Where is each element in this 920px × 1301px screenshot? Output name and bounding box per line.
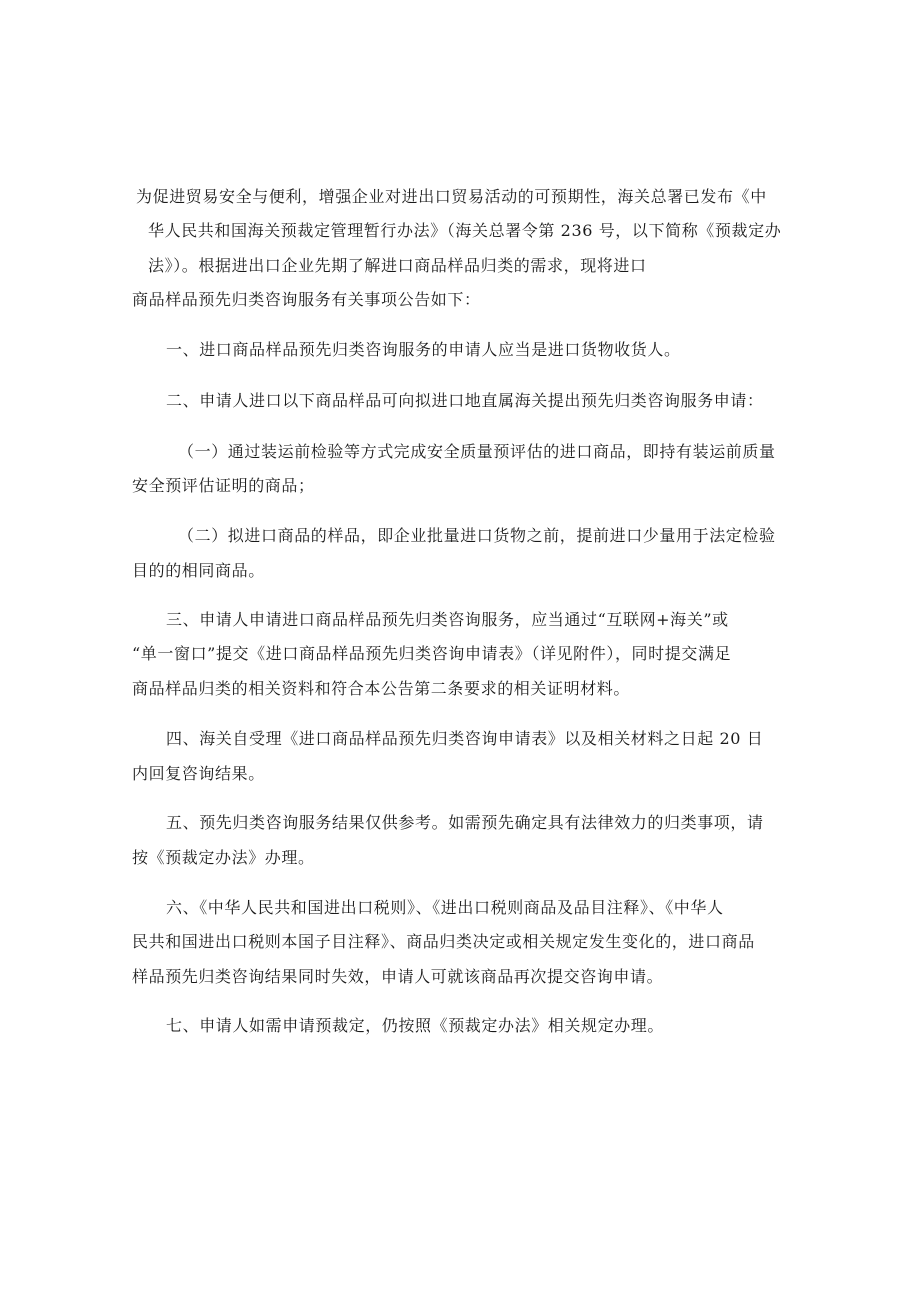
text-line: 按《预裁定办法》办理。 — [132, 848, 315, 867]
text-line: 安全预评估证明的商品； — [132, 476, 315, 495]
text-line: 七、申请人如需申请预裁定，仍按照《预裁定办法》相关规定办理。 — [166, 1016, 665, 1035]
text-line: 民共和国进出口税则本国子目注释》、商品归类决定或相关规定发生变化的，进口商品 — [132, 932, 755, 951]
text-line: 为促进贸易安全与便利，增强企业对进出口贸易活动的可预期性，海关总署已发布《中 — [136, 187, 767, 206]
text-line: 华人民共和国海关预裁定管理暂行办法》（海关总署令第 236 号，以下简称《预裁定办 — [148, 221, 782, 240]
text-line: 六、《中华人民共和国进出口税则》、《进出口税则商品及品目注释》、《中华人 — [166, 898, 724, 917]
text-line: 三、申请人申请进口商品样品预先归类咨询服务，应当通过“互联网+海关”或 — [166, 610, 729, 629]
text-line: “单一窗口”提交《进口商品样品预先归类咨询申请表》（详见附件），同时提交满足 — [132, 644, 732, 663]
text-line: 法》）。根据进出口企业先期了解进口商品样品归类的需求，现将进口 — [148, 256, 647, 275]
text-line: 四、海关自受理《进口商品样品预先归类咨询申请表》以及相关材料之日起 20 日 — [166, 729, 764, 748]
text-line: 商品样品归类的相关资料和符合本公告第二条要求的相关证明材料。 — [132, 679, 631, 698]
text-line: （二）拟进口商品的样品，即企业批量进口货物之前，提前进口少量用于法定检验 — [178, 526, 776, 545]
text-line: 五、预先归类咨询服务结果仅供参考。如需预先确定具有法律效力的归类事项，请 — [166, 813, 764, 832]
text-line: 目的的相同商品。 — [132, 561, 265, 580]
text-line: 样品预先归类咨询结果同时失效，申请人可就该商品再次提交咨询申请。 — [132, 967, 664, 986]
text-line: 二、申请人进口以下商品样品可向拟进口地直属海关提出预先归类咨询服务申请： — [166, 391, 764, 410]
text-line: 内回复咨询结果。 — [132, 764, 265, 783]
text-line: 一、进口商品样品预先归类咨询服务的申请人应当是进口货物收货人。 — [166, 340, 681, 359]
text-line: 商品样品预先归类咨询服务有关事项公告如下： — [132, 290, 481, 309]
text-line: （一）通过装运前检验等方式完成安全质量预评估的进口商品，即持有装运前质量 — [178, 442, 776, 461]
